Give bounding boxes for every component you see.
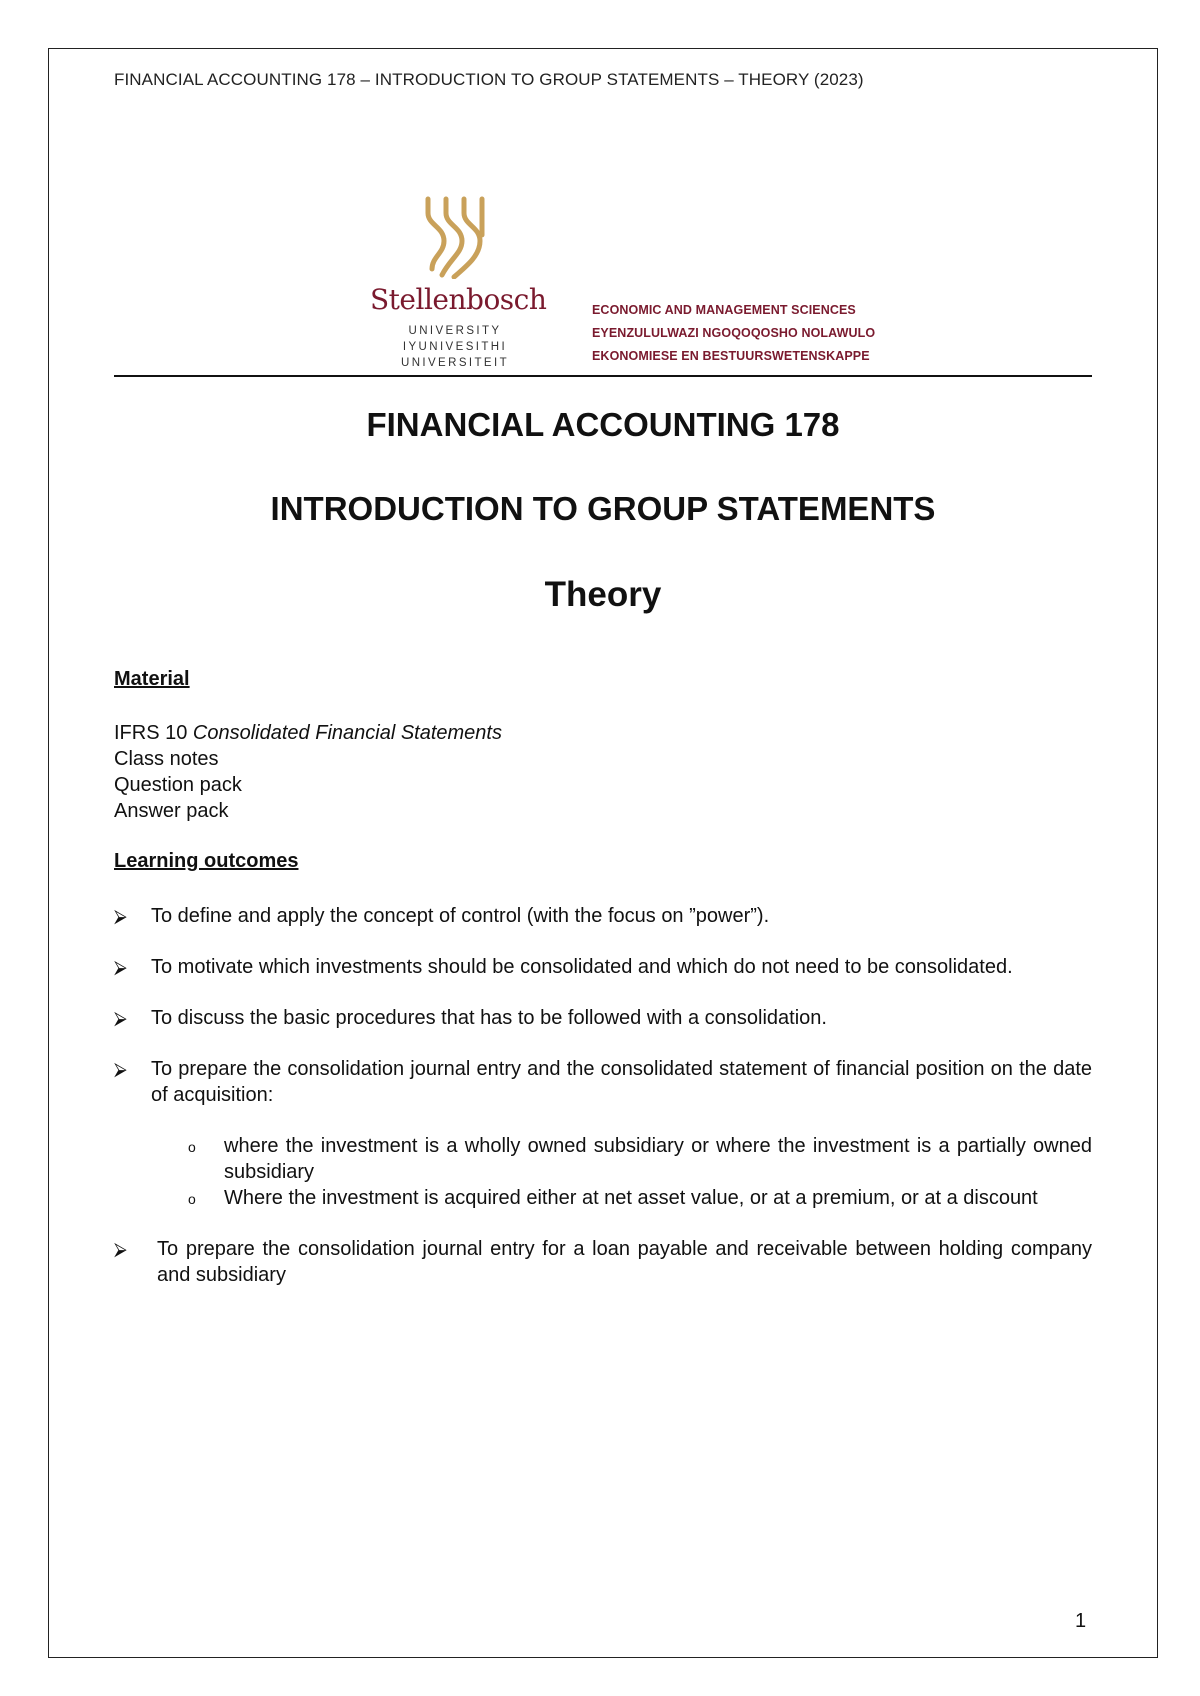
material-item-prefix: IFRS 10	[114, 722, 193, 744]
course-title: FINANCIAL ACCOUNTING 178	[366, 406, 840, 443]
topic-title: INTRODUCTION TO GROUP STATEMENTS	[270, 490, 936, 527]
material-list	[114, 720, 502, 824]
list-item	[114, 954, 1092, 980]
arrow-bullet-icon: ⮚	[114, 1059, 127, 1079]
sub-list	[151, 1133, 1092, 1211]
arrow-bullet-icon: ⮚	[114, 906, 127, 926]
list-item	[114, 1236, 1092, 1288]
arrow-bullet-icon: ⮚	[114, 957, 127, 977]
material-item-italic: Consolidated Financial Statements	[192, 722, 502, 744]
arrow-bullet-icon: ⮚	[114, 1008, 127, 1028]
university-line: IYUNIVESITHI	[402, 341, 508, 353]
university-line: UNIVERSITEIT	[400, 357, 510, 369]
list-item	[114, 746, 502, 772]
learning-outcomes-list	[114, 903, 1092, 1313]
university-logo	[370, 195, 930, 375]
material-item-prefix: Question pack	[114, 774, 242, 796]
material-item-prefix: Class notes	[114, 748, 219, 770]
outcome-text: To prepare the consolidation journal entry and the consolidated statement of financial position on the date of acquisition:	[151, 1058, 1092, 1106]
outcome-text: To discuss the basic procedures that has to be followed with a consolidation.	[151, 1007, 827, 1029]
circle-bullet-icon: o	[188, 1139, 196, 1155]
faculty-line: EKONOMIESE EN BESTUURSWETENSKAPPE	[592, 349, 870, 363]
faculty-line: ECONOMIC AND MANAGEMENT SCIENCES	[592, 303, 856, 317]
faculty-line: EYENZULULWAZI NGOQOQOSHO NOLAWULO	[592, 326, 876, 340]
learning-outcomes-heading: Learning outcomes	[114, 850, 299, 872]
sub-item-text: where the investment is a wholly owned subsidiary or where the investment is a partially owned subsidiary	[224, 1135, 1092, 1183]
list-item	[114, 772, 502, 798]
arrow-bullet-icon: ⮚	[114, 1239, 127, 1259]
circle-bullet-icon: o	[188, 1191, 196, 1207]
material-heading: Material	[114, 668, 190, 690]
page-number: 1	[1075, 1610, 1087, 1632]
list-item	[114, 720, 502, 746]
outcome-text: To motivate which investments should be consolidated and which do not need to be consolidated.	[151, 956, 1013, 978]
header-rule	[114, 375, 1092, 377]
university-names	[370, 323, 540, 371]
list-item	[114, 1056, 1092, 1211]
document-kind-title: Theory	[544, 575, 662, 614]
sub-list-item	[188, 1133, 1092, 1185]
material-item-prefix: Answer pack	[114, 800, 229, 822]
sub-list-item	[188, 1185, 1092, 1211]
stellenbosch-seal-icon	[422, 195, 488, 279]
outcome-text: To prepare the consolidation journal entry for a loan payable and receivable between holding company and subsidiary	[157, 1238, 1092, 1286]
running-header: FINANCIAL ACCOUNTING 178 – INTRODUCTION TO GROUP STATEMENTS – THEORY (2023)	[114, 70, 864, 89]
university-line: UNIVERSITY	[408, 325, 502, 337]
list-item	[114, 798, 502, 824]
wordmark: Stellenbosch	[370, 283, 547, 316]
list-item	[114, 903, 1092, 929]
faculty-names	[592, 299, 875, 368]
outcome-text: To define and apply the concept of control (with the focus on ”power”).	[151, 905, 770, 927]
sub-item-text: Where the investment is acquired either at net asset value, or at a premium, or at a discount	[224, 1187, 1038, 1209]
list-item	[114, 1005, 1092, 1031]
